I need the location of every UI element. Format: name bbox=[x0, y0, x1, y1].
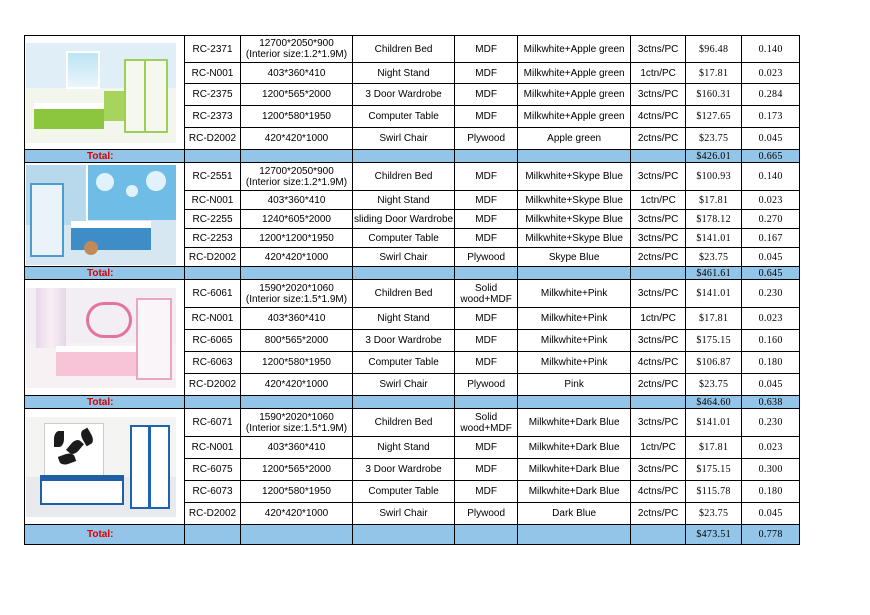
packing-cell: 2ctns/PC bbox=[631, 128, 686, 150]
item-cell: Computer Table bbox=[353, 106, 455, 128]
total-volume: 0.645 bbox=[742, 267, 800, 280]
volume-cell: 0.300 bbox=[742, 459, 800, 481]
item-cell: Children Bed bbox=[353, 163, 455, 191]
material-cell: Plywood bbox=[455, 248, 518, 267]
item-cell: Computer Table bbox=[353, 352, 455, 374]
size-cell: 12700*2050*900 (Interior size:1.2*1.9M) bbox=[241, 36, 353, 63]
packing-cell: 4ctns/PC bbox=[631, 106, 686, 128]
item-cell: Swirl Chair bbox=[353, 374, 455, 396]
size-cell: 1590*2020*1060 (Interior size:1.5*1.9M) bbox=[241, 280, 353, 308]
total-price: $426.01 bbox=[686, 150, 742, 163]
size-cell: 403*360*410 bbox=[241, 191, 353, 210]
model-cell: RC-2253 bbox=[185, 229, 241, 248]
material-cell: Plywood bbox=[455, 128, 518, 150]
volume-cell: 0.023 bbox=[742, 308, 800, 330]
table-row bbox=[25, 163, 800, 191]
packing-cell: 1ctn/PC bbox=[631, 308, 686, 330]
volume-cell: 0.045 bbox=[742, 374, 800, 396]
total-row bbox=[25, 150, 800, 163]
total-row bbox=[25, 267, 800, 280]
product-photo-cell bbox=[25, 36, 185, 150]
color-cell: Milkwhite+Apple green bbox=[518, 36, 631, 63]
model-cell: RC-2373 bbox=[185, 106, 241, 128]
material-cell: Plywood bbox=[455, 374, 518, 396]
size-cell: 403*360*410 bbox=[241, 308, 353, 330]
item-cell: Night Stand bbox=[353, 191, 455, 210]
volume-cell: 0.045 bbox=[742, 128, 800, 150]
volume-cell: 0.045 bbox=[742, 248, 800, 267]
table-row bbox=[25, 36, 800, 63]
color-cell: Milkwhite+Apple green bbox=[518, 63, 631, 84]
price-cell: $23.75 bbox=[686, 503, 742, 525]
item-cell: 3 Door Wardrobe bbox=[353, 330, 455, 352]
pink-children-bedroom-photo bbox=[26, 288, 176, 388]
model-cell: RC-D2002 bbox=[185, 374, 241, 396]
material-cell: MDF bbox=[455, 308, 518, 330]
item-cell: Night Stand bbox=[353, 308, 455, 330]
volume-cell: 0.045 bbox=[742, 503, 800, 525]
volume-cell: 0.160 bbox=[742, 330, 800, 352]
packing-cell: 3ctns/PC bbox=[631, 229, 686, 248]
total-row bbox=[25, 396, 800, 409]
product-photo-cell bbox=[25, 163, 185, 267]
model-cell: RC-2371 bbox=[185, 36, 241, 63]
packing-cell: 1ctn/PC bbox=[631, 437, 686, 459]
total-label: Total: bbox=[25, 150, 185, 163]
total-label: Total: bbox=[25, 396, 185, 409]
color-cell: Milkwhite+Apple green bbox=[518, 84, 631, 106]
material-cell: MDF bbox=[455, 84, 518, 106]
product-photo-cell bbox=[25, 280, 185, 396]
price-cell: $160.31 bbox=[686, 84, 742, 106]
price-cell: $96.48 bbox=[686, 36, 742, 63]
price-cell: $141.01 bbox=[686, 280, 742, 308]
volume-cell: 0.180 bbox=[742, 352, 800, 374]
color-cell: Skype Blue bbox=[518, 248, 631, 267]
price-cell: $23.75 bbox=[686, 128, 742, 150]
color-cell: Pink bbox=[518, 374, 631, 396]
material-cell: Plywood bbox=[455, 503, 518, 525]
model-cell: RC-N001 bbox=[185, 191, 241, 210]
color-cell: Milkwhite+Pink bbox=[518, 352, 631, 374]
material-cell: MDF bbox=[455, 481, 518, 503]
model-cell: RC-N001 bbox=[185, 437, 241, 459]
packing-cell: 1ctn/PC bbox=[631, 191, 686, 210]
blue-children-bedroom-photo bbox=[26, 165, 176, 265]
volume-cell: 0.230 bbox=[742, 409, 800, 437]
price-cell: $175.15 bbox=[686, 330, 742, 352]
product-photo-cell bbox=[25, 409, 185, 525]
item-cell: Swirl Chair bbox=[353, 128, 455, 150]
size-cell: 420*420*1000 bbox=[241, 248, 353, 267]
packing-cell: 3ctns/PC bbox=[631, 409, 686, 437]
volume-cell: 0.140 bbox=[742, 163, 800, 191]
volume-cell: 0.023 bbox=[742, 437, 800, 459]
volume-cell: 0.230 bbox=[742, 280, 800, 308]
color-cell: Milkwhite+Dark Blue bbox=[518, 409, 631, 437]
volume-cell: 0.180 bbox=[742, 481, 800, 503]
material-cell: MDF bbox=[455, 210, 518, 229]
color-cell: Apple green bbox=[518, 128, 631, 150]
total-price: $464.60 bbox=[686, 396, 742, 409]
material-cell: MDF bbox=[455, 459, 518, 481]
table-row bbox=[25, 280, 800, 308]
material-cell: MDF bbox=[455, 191, 518, 210]
size-cell: 1200*580*1950 bbox=[241, 352, 353, 374]
material-cell: MDF bbox=[455, 63, 518, 84]
packing-cell: 2ctns/PC bbox=[631, 374, 686, 396]
price-cell: $141.01 bbox=[686, 409, 742, 437]
packing-cell: 3ctns/PC bbox=[631, 280, 686, 308]
model-cell: RC-D2002 bbox=[185, 128, 241, 150]
material-cell: MDF bbox=[455, 229, 518, 248]
total-row bbox=[25, 525, 800, 545]
material-cell: MDF bbox=[455, 36, 518, 63]
price-cell: $115.78 bbox=[686, 481, 742, 503]
color-cell: Milkwhite+Dark Blue bbox=[518, 459, 631, 481]
color-cell: Milkwhite+Pink bbox=[518, 308, 631, 330]
total-volume: 0.638 bbox=[742, 396, 800, 409]
model-cell: RC-6075 bbox=[185, 459, 241, 481]
volume-cell: 0.284 bbox=[742, 84, 800, 106]
item-cell: Swirl Chair bbox=[353, 248, 455, 267]
price-cell: $23.75 bbox=[686, 248, 742, 267]
item-cell: sliding Door Wardrobe bbox=[353, 210, 455, 229]
material-cell: MDF bbox=[455, 106, 518, 128]
size-cell: 403*360*410 bbox=[241, 63, 353, 84]
packing-cell: 4ctns/PC bbox=[631, 352, 686, 374]
price-cell: $17.81 bbox=[686, 437, 742, 459]
dark-blue-children-bedroom-photo bbox=[26, 417, 176, 517]
packing-cell: 2ctns/PC bbox=[631, 248, 686, 267]
color-cell: Milkwhite+Dark Blue bbox=[518, 481, 631, 503]
item-cell: 3 Door Wardrobe bbox=[353, 84, 455, 106]
price-cell: $178.12 bbox=[686, 210, 742, 229]
item-cell: Children Bed bbox=[353, 409, 455, 437]
color-cell: Milkwhite+Skype Blue bbox=[518, 191, 631, 210]
size-cell: 1200*565*2000 bbox=[241, 459, 353, 481]
model-cell: RC-6071 bbox=[185, 409, 241, 437]
packing-cell: 3ctns/PC bbox=[631, 210, 686, 229]
total-volume: 0.665 bbox=[742, 150, 800, 163]
total-volume: 0.778 bbox=[742, 525, 800, 545]
total-price: $473.51 bbox=[686, 525, 742, 545]
material-cell: MDF bbox=[455, 163, 518, 191]
size-cell: 420*420*1000 bbox=[241, 503, 353, 525]
price-cell: $175.15 bbox=[686, 459, 742, 481]
table-row bbox=[25, 409, 800, 437]
material-cell: MDF bbox=[455, 437, 518, 459]
item-cell: Computer Table bbox=[353, 481, 455, 503]
size-cell: 1240*605*2000 bbox=[241, 210, 353, 229]
model-cell: RC-N001 bbox=[185, 63, 241, 84]
color-cell: Milkwhite+Skype Blue bbox=[518, 163, 631, 191]
color-cell: Milkwhite+Pink bbox=[518, 330, 631, 352]
model-cell: RC-D2002 bbox=[185, 248, 241, 267]
color-cell: Milkwhite+Dark Blue bbox=[518, 437, 631, 459]
size-cell: 12700*2050*900 (Interior size:1.2*1.9M) bbox=[241, 163, 353, 191]
volume-cell: 0.167 bbox=[742, 229, 800, 248]
material-cell: MDF bbox=[455, 352, 518, 374]
material-cell: MDF bbox=[455, 330, 518, 352]
price-cell: $17.81 bbox=[686, 308, 742, 330]
color-cell: Dark Blue bbox=[518, 503, 631, 525]
price-cell: $141.01 bbox=[686, 229, 742, 248]
price-list-table bbox=[24, 35, 800, 545]
model-cell: RC-2255 bbox=[185, 210, 241, 229]
size-cell: 1200*1200*1950 bbox=[241, 229, 353, 248]
packing-cell: 3ctns/PC bbox=[631, 330, 686, 352]
model-cell: RC-N001 bbox=[185, 308, 241, 330]
price-cell: $127.65 bbox=[686, 106, 742, 128]
model-cell: RC-6073 bbox=[185, 481, 241, 503]
material-cell: Solid wood+MDF bbox=[455, 280, 518, 308]
item-cell: Children Bed bbox=[353, 36, 455, 63]
total-price: $461.61 bbox=[686, 267, 742, 280]
model-cell: RC-D2002 bbox=[185, 503, 241, 525]
color-cell: Milkwhite+Skype Blue bbox=[518, 210, 631, 229]
color-cell: Milkwhite+Skype Blue bbox=[518, 229, 631, 248]
price-cell: $100.93 bbox=[686, 163, 742, 191]
item-cell: Night Stand bbox=[353, 437, 455, 459]
volume-cell: 0.023 bbox=[742, 63, 800, 84]
model-cell: RC-6061 bbox=[185, 280, 241, 308]
size-cell: 1590*2020*1060 (Interior size:1.5*1.9M) bbox=[241, 409, 353, 437]
packing-cell: 4ctns/PC bbox=[631, 481, 686, 503]
material-cell: Solid wood+MDF bbox=[455, 409, 518, 437]
volume-cell: 0.270 bbox=[742, 210, 800, 229]
green-children-bedroom-photo bbox=[26, 43, 176, 143]
packing-cell: 2ctns/PC bbox=[631, 503, 686, 525]
size-cell: 403*360*410 bbox=[241, 437, 353, 459]
size-cell: 1200*580*1950 bbox=[241, 481, 353, 503]
size-cell: 800*565*2000 bbox=[241, 330, 353, 352]
size-cell: 420*420*1000 bbox=[241, 374, 353, 396]
packing-cell: 3ctns/PC bbox=[631, 163, 686, 191]
item-cell: 3 Door Wardrobe bbox=[353, 459, 455, 481]
item-cell: Children Bed bbox=[353, 280, 455, 308]
size-cell: 1200*580*1950 bbox=[241, 106, 353, 128]
model-cell: RC-6065 bbox=[185, 330, 241, 352]
total-label: Total: bbox=[25, 525, 185, 545]
size-cell: 420*420*1000 bbox=[241, 128, 353, 150]
packing-cell: 1ctn/PC bbox=[631, 63, 686, 84]
model-cell: RC-6063 bbox=[185, 352, 241, 374]
packing-cell: 3ctns/PC bbox=[631, 84, 686, 106]
total-label: Total: bbox=[25, 267, 185, 280]
volume-cell: 0.023 bbox=[742, 191, 800, 210]
volume-cell: 0.173 bbox=[742, 106, 800, 128]
price-cell: $17.81 bbox=[686, 191, 742, 210]
price-cell: $23.75 bbox=[686, 374, 742, 396]
item-cell: Computer Table bbox=[353, 229, 455, 248]
model-cell: RC-2375 bbox=[185, 84, 241, 106]
packing-cell: 3ctns/PC bbox=[631, 36, 686, 63]
model-cell: RC-2551 bbox=[185, 163, 241, 191]
item-cell: Swirl Chair bbox=[353, 503, 455, 525]
packing-cell: 3ctns/PC bbox=[631, 459, 686, 481]
size-cell: 1200*565*2000 bbox=[241, 84, 353, 106]
price-cell: $17.81 bbox=[686, 63, 742, 84]
volume-cell: 0.140 bbox=[742, 36, 800, 63]
color-cell: Milkwhite+Apple green bbox=[518, 106, 631, 128]
price-cell: $106.87 bbox=[686, 352, 742, 374]
item-cell: Night Stand bbox=[353, 63, 455, 84]
color-cell: Milkwhite+Pink bbox=[518, 280, 631, 308]
